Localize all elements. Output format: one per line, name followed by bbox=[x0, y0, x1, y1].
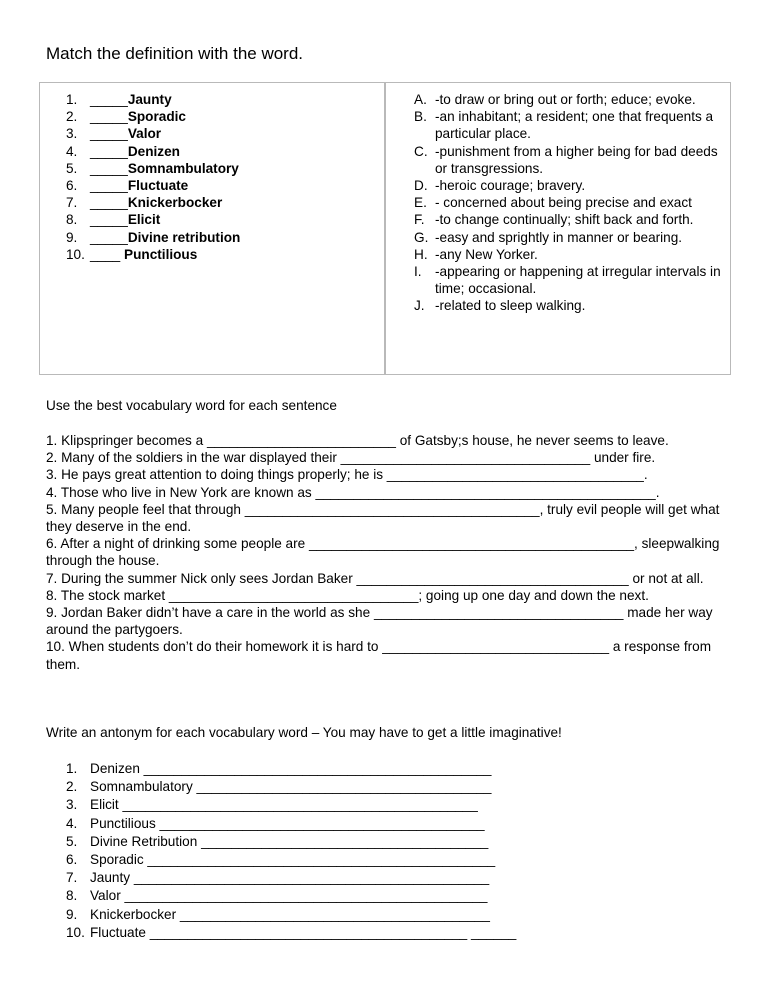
antonym-item[interactable]: 4. Punctilious ___________________________________________ bbox=[66, 815, 485, 831]
word-item: 5. _____ Somnambulatory bbox=[66, 160, 239, 176]
sentence-item[interactable]: 3. He pays great attention to doing things properly; he is __________________________________. bbox=[46, 467, 648, 483]
answer-blank[interactable]: _____ bbox=[90, 92, 128, 107]
sentences-heading: Use the best vocabulary word for each sentence bbox=[46, 398, 337, 413]
definition-item: A. -to draw or bring out or forth; educe; evoke. bbox=[414, 92, 696, 107]
answer-blank[interactable]: _____ bbox=[90, 212, 128, 228]
answer-blank[interactable]: _____ bbox=[90, 195, 128, 211]
word-item: 7. _____ Knickerbocker bbox=[66, 195, 223, 211]
definition-item: C. -punishment from a higher being for bad deeds or transgressions. bbox=[414, 143, 718, 176]
answer-blank[interactable]: _____ bbox=[90, 178, 128, 194]
answer-blank[interactable]: _____ bbox=[90, 126, 128, 142]
page-title: Match the definition with the word. bbox=[46, 44, 304, 63]
word-item: 3. _____ Valor bbox=[66, 126, 162, 142]
sentence-item[interactable]: 7. During the summer Nick only sees Jordan Baker ____________________________________ or not at all. bbox=[46, 570, 704, 586]
word-item: 1. _____ Jaunty bbox=[66, 92, 172, 107]
answer-blank[interactable]: _____ bbox=[90, 229, 128, 245]
antonym-item[interactable]: 1. Denizen ______________________________________________ bbox=[66, 761, 492, 776]
antonym-item[interactable]: 5. Divine Retribution ______________________________________ bbox=[66, 833, 489, 849]
word-item: 4. _____ Denizen bbox=[66, 143, 180, 159]
antonym-item[interactable]: 6. Sporadic ______________________________________________ bbox=[66, 852, 496, 868]
antonym-item[interactable]: 9. Knickerbocker _________________________________________ bbox=[66, 906, 490, 922]
antonym-item[interactable]: 3. Elicit _______________________________________________ bbox=[66, 797, 478, 813]
word-item: 10. ____ Punctilious bbox=[66, 246, 198, 262]
answer-blank[interactable]: _____ bbox=[90, 109, 128, 125]
definition-item: J. -related to sleep walking. bbox=[414, 298, 586, 314]
answer-blank[interactable]: _____ bbox=[90, 160, 128, 176]
definition-item: F. -to change continually; shift back and forth. bbox=[414, 212, 694, 228]
sentence-item[interactable]: 9. Jordan Baker didn’t have a care in the world as she _________________________________ made her way around the partygoers. bbox=[46, 605, 713, 638]
antonym-item[interactable]: 2. Somnambulatory _______________________________________ bbox=[66, 779, 492, 795]
sentence-item[interactable]: 5. Many people feel that through _______________________________________, truly evil people will get what they deserve in the end. bbox=[46, 501, 720, 535]
word-item: 9. _____ Divine retribution bbox=[66, 229, 241, 245]
definition-item: H. -any New Yorker. bbox=[414, 246, 538, 262]
word-item: 6. _____ Fluctuate bbox=[66, 178, 189, 194]
answer-blank[interactable]: _____ bbox=[90, 143, 128, 159]
sentence-item[interactable]: 4. Those who live in New York are known as _____________________________________________. bbox=[46, 484, 660, 500]
sentence-item[interactable]: 8. The stock market _________________________________; going up one day and down the next. bbox=[46, 587, 649, 603]
word-item: 8. _____ Elicit bbox=[66, 212, 161, 228]
definition-item: I. -appearing or happening at irregular intervals in time; occasional. bbox=[414, 264, 721, 297]
definition-item: B. -an inhabitant; a resident; one that frequents a particular place. bbox=[414, 109, 714, 142]
antonym-item[interactable]: 7. Jaunty _______________________________________________ bbox=[66, 870, 490, 886]
sentence-item[interactable]: 1. Klipspringer becomes a _________________________ of Gatsby;s house, he never seems to leave. bbox=[46, 433, 669, 448]
antonym-item[interactable]: 8. Valor ________________________________________________ bbox=[66, 888, 488, 904]
antonym-item[interactable]: 10. Fluctuate __________________________________________ ______ bbox=[66, 924, 517, 940]
sentence-item[interactable]: 10. When students don’t do their homework it is hard to ______________________________ a response from them. bbox=[46, 639, 712, 672]
sentence-list bbox=[46, 432, 736, 673]
definition-list bbox=[414, 91, 726, 315]
word-list bbox=[66, 91, 240, 263]
table-divider bbox=[384, 82, 386, 375]
answer-blank[interactable]: ____ bbox=[90, 246, 125, 262]
definition-item: D. -heroic courage; bravery. bbox=[414, 178, 586, 194]
definition-item: E. - concerned about being precise and exact bbox=[414, 195, 692, 211]
antonyms-heading: Write an antonym for each vocabulary word – You may have to get a little imaginative! bbox=[46, 725, 562, 740]
word-item: 2. _____ Sporadic bbox=[66, 109, 186, 125]
antonym-list bbox=[66, 760, 516, 942]
sentence-item[interactable]: 2. Many of the soldiers in the war displayed their _________________________________ under fire. bbox=[46, 450, 656, 466]
definition-item: G. -easy and sprightly in manner or bearing. bbox=[414, 229, 683, 245]
sentence-item[interactable]: 6. After a night of drinking some people are ___________________________________________, sleepwalking through the house. bbox=[46, 536, 720, 569]
